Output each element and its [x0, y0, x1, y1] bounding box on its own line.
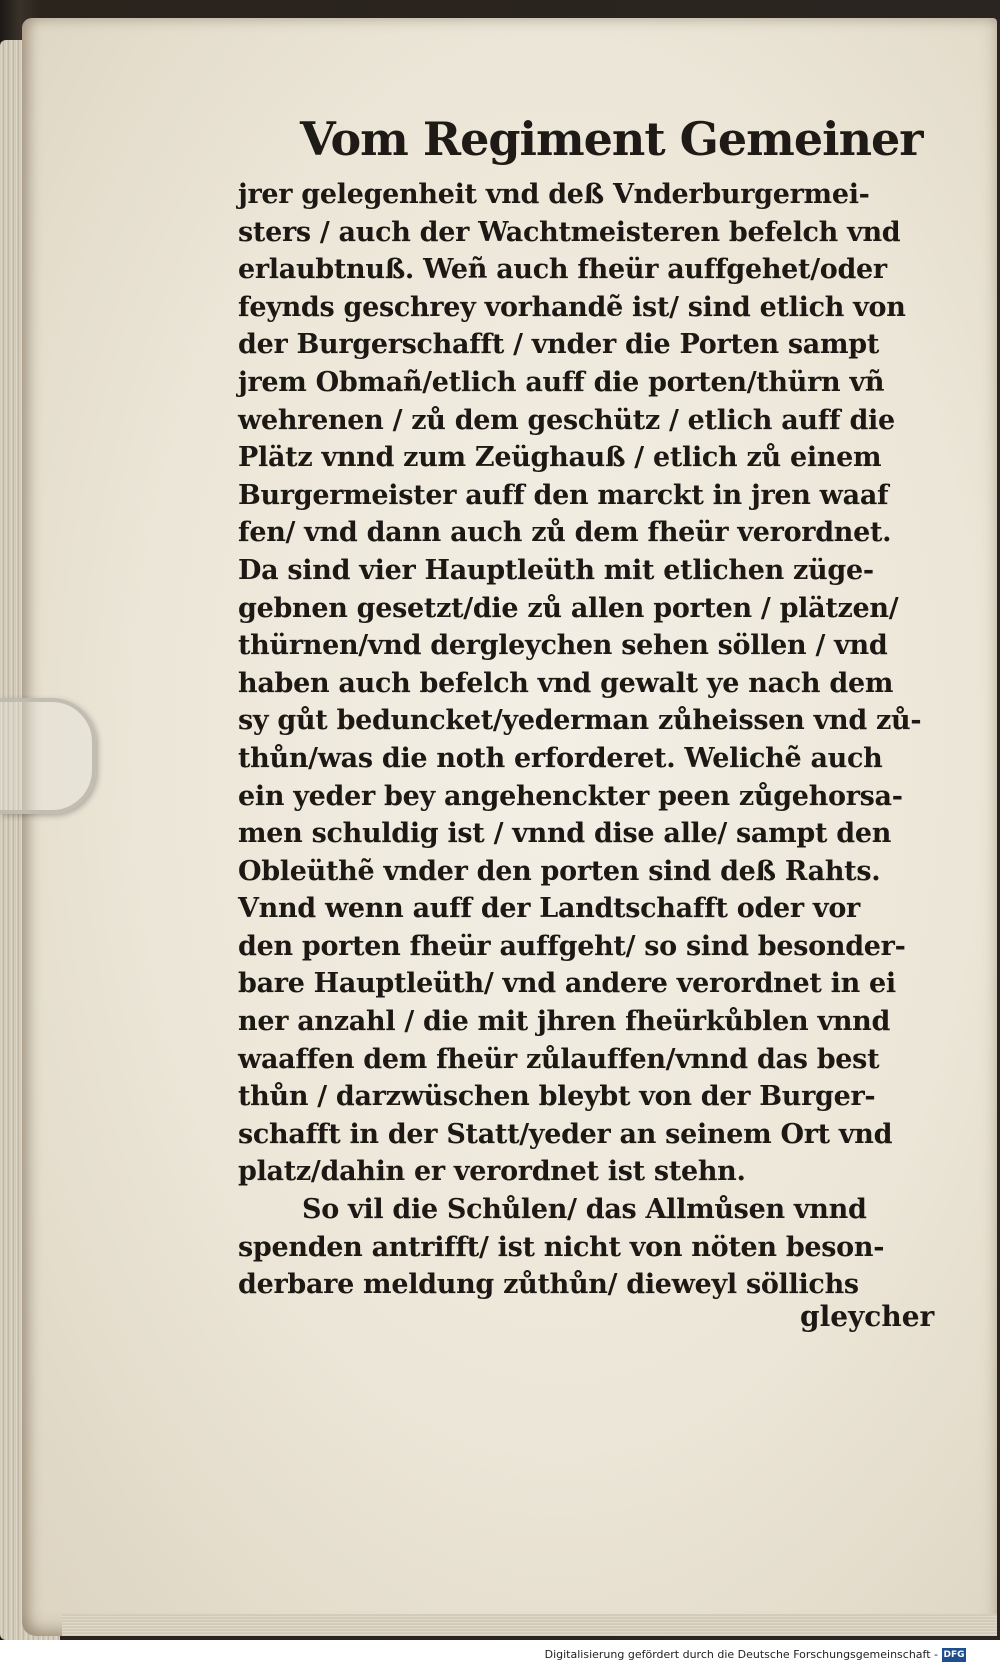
text-line: fen/ vnd dann auch zů dem fheür verordnet. [238, 517, 892, 549]
text-line: ner anzahl / die mit jhren fheürkůblen vnnd [238, 1006, 891, 1038]
text-line: thůn/was die noth erforderet. Welichẽ auch [238, 742, 883, 774]
body-text [238, 176, 928, 1304]
text-line: derbare meldung zůthůn/ dieweyl söllichs [238, 1269, 859, 1301]
dfg-logo-icon: DFG [943, 1650, 965, 1660]
text-line: der Burgerschafft / vnder die Porten sampt [238, 329, 879, 361]
footer-credit: Digitalisierung gefördert durch die Deutsche Forschungsgemeinschaft - [544, 1648, 938, 1661]
catchword: gleycher [800, 1300, 935, 1333]
text-line: Obleüthẽ vnder den porten sind deß Rahts. [238, 855, 881, 887]
text-line: sy gůt beduncket/yederman zůheissen vnd zů- [238, 705, 922, 737]
text-line: thürnen/vnd dergleychen sehen söllen / vnd [238, 630, 888, 662]
text-line: gebnen gesetzt/die zů allen porten / plätzen/ [238, 592, 899, 624]
text-line: sters / auch der Wachtmeisteren befelch vnd [238, 216, 901, 248]
text-line: men schuldig ist / vnnd dise alle/ sampt den [238, 818, 892, 850]
text-line: Vnnd wenn auff der Landtschafft oder vor [238, 893, 860, 925]
text-line: Burgermeister auff den marckt in jren waaf [238, 479, 889, 511]
page-edges-bottom [62, 1614, 997, 1636]
page-clip [0, 698, 96, 814]
text-line: bare Hauptleüth/ vnd andere verordnet in ei [238, 968, 896, 1000]
text-line: schafft in der Statt/yeder an seinem Ort vnd [238, 1118, 893, 1150]
text-line: haben auch befelch vnd gewalt ye nach dem [238, 667, 894, 699]
text-line: spenden antrifft/ ist nicht von nöten beson- [238, 1231, 885, 1263]
footer-bar [0, 1640, 1000, 1668]
text-line: wehrenen / zů dem geschütz / etlich auff die [238, 404, 895, 436]
text-line: waaffen dem fheür zůlauffen/vnnd das best [238, 1043, 880, 1075]
text-line: Plätz vnnd zum Zeüghauß / etlich zů einem [238, 442, 882, 474]
text-line: So vil die Schůlen/ das Allmůsen vnnd [302, 1194, 867, 1226]
text-line: den porten fheür auffgeht/ so sind besonder- [238, 930, 906, 962]
text-line: erlaubtnuß. Weñ auch fheür auffgehet/oder [238, 254, 887, 286]
text-line: feynds geschrey vorhandẽ ist/ sind etlich von [238, 291, 906, 323]
running-head: Vom Regiment Gemeiner [300, 112, 923, 166]
text-line: thůn / darzwüschen bleybt von der Burger- [238, 1081, 876, 1113]
text-line: jrer gelegenheit vnd deß Vnderburgermei- [238, 179, 870, 210]
text-line: jrem Obmañ/etlich auff die porten/thürn vñ [238, 366, 885, 398]
text-line: ein yeder bey angehenckter peen zůgehorsa- [238, 780, 903, 812]
text-line: Da sind vier Hauptleüth mit etlichen züge- [238, 554, 874, 586]
text-line: platz/dahin er verordnet ist stehn. [238, 1156, 746, 1188]
